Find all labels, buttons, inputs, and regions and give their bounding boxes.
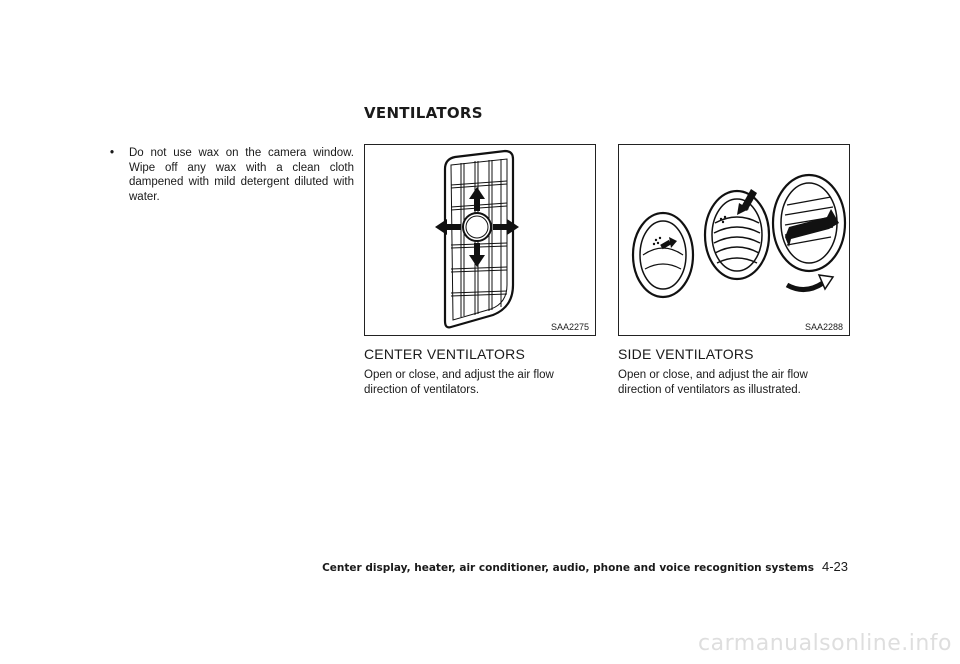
page-number: 4-23	[821, 559, 848, 574]
bullet-marker: •	[110, 147, 115, 159]
bullet-item	[110, 146, 354, 204]
side-ventilator-illustration	[619, 145, 849, 335]
side-ventilators-heading: SIDE VENTILATORS	[618, 346, 754, 362]
figure-code: SAA2275	[550, 322, 589, 332]
bullet-text: Do not use wax on the camera window. Wipe off any wax with a clean cloth dampened with mild detergent diluted with water.	[129, 147, 354, 203]
side-ventilators-body: Open or close, and adjust the air flow direction of ventilators as illustrated.	[618, 369, 808, 396]
side-ventilator-figure	[618, 144, 850, 336]
section-title: VENTILATORS	[364, 104, 483, 122]
page-footer	[322, 559, 848, 574]
figure-code: SAA2288	[804, 322, 843, 332]
center-ventilator-figure	[364, 144, 596, 336]
center-ventilators-heading: CENTER VENTILATORS	[364, 346, 525, 362]
watermark: carmanualsonline.info	[698, 631, 952, 656]
footer-chapter-title: Center display, heater, air conditioner, audio, phone and voice recognition systems	[322, 562, 814, 574]
center-ventilators-body: Open or close, and adjust the air flow direction of ventilators.	[364, 369, 554, 396]
center-ventilator-illustration	[365, 145, 595, 335]
